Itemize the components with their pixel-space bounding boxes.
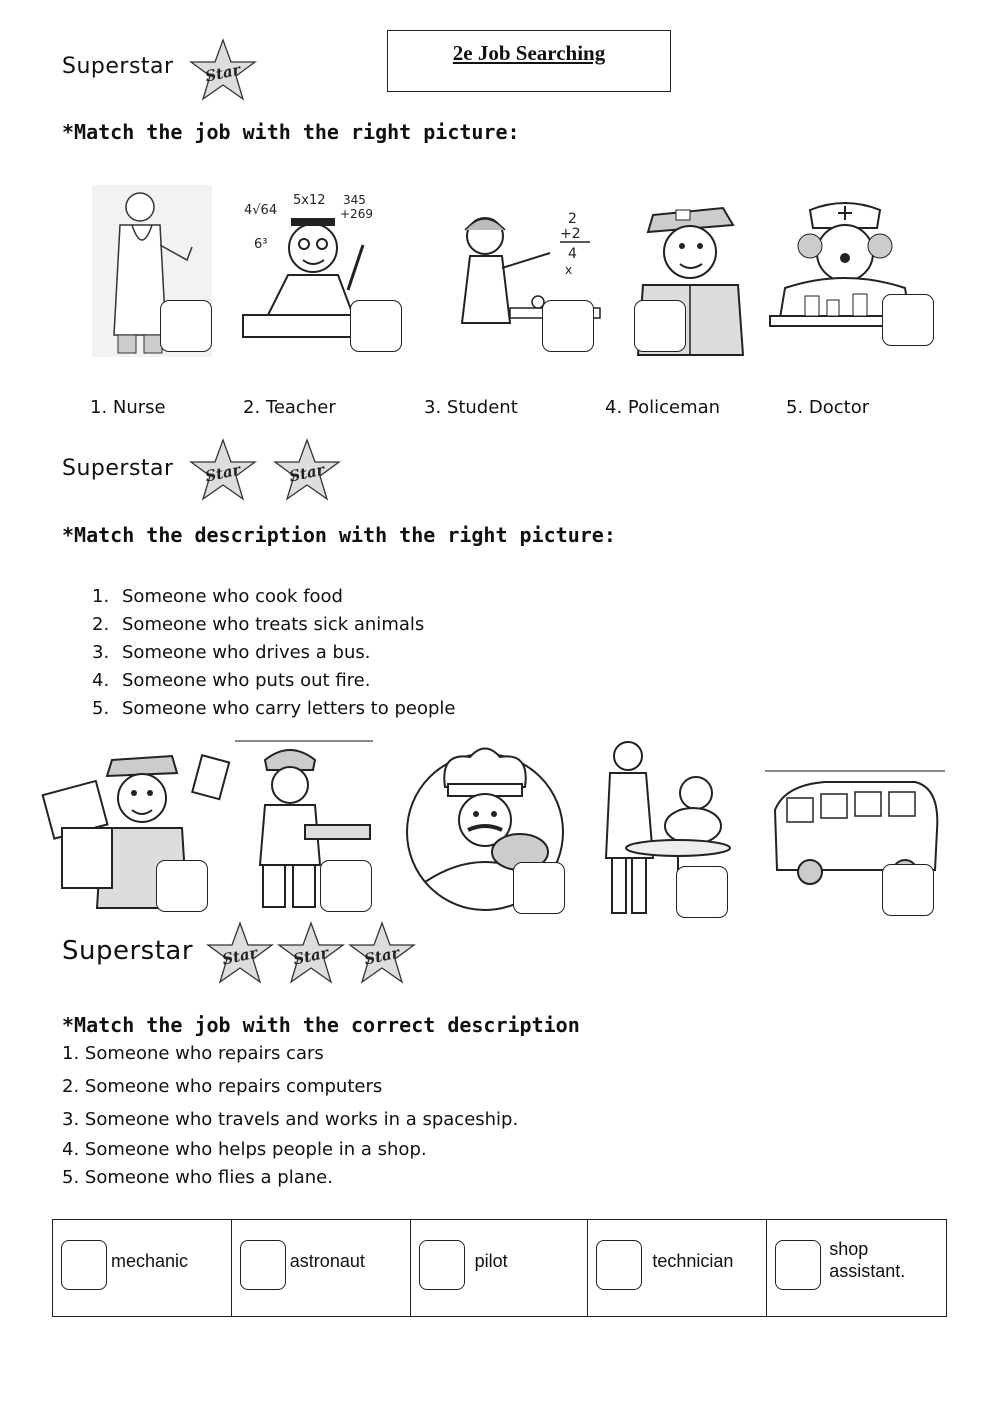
answer-box-chef[interactable] <box>513 862 565 914</box>
answer-cell-shop-assistant <box>767 1220 947 1317</box>
star-badge-icon <box>276 921 346 985</box>
superstar-label-1: Superstar <box>62 54 174 79</box>
star-badge-icon <box>188 38 258 102</box>
section3-description-5: 5. Someone who flies a plane. <box>62 1167 333 1188</box>
worksheet-title: 2e Job Searching <box>452 41 606 65</box>
answer-cell-technician <box>588 1220 767 1317</box>
answer-box[interactable] <box>61 1240 107 1290</box>
svg-text:Star: Star <box>220 943 259 969</box>
answer-box-bus-driver[interactable] <box>882 864 934 916</box>
job-label-5: 5. Doctor <box>786 397 870 418</box>
answer-box[interactable] <box>419 1240 465 1290</box>
section3-description-2: 2. Someone who repairs computers <box>62 1076 383 1097</box>
superstar-label-3: Superstar <box>62 936 194 966</box>
list-item: 5. Someone who carry letters to people <box>92 698 456 719</box>
answer-cell-astronaut <box>231 1220 410 1317</box>
section3-description-1: 1. Someone who repairs cars <box>62 1043 324 1064</box>
answer-box[interactable] <box>240 1240 286 1290</box>
job-label-1: 1. Nurse <box>90 397 166 418</box>
answer-table <box>52 1219 947 1317</box>
job-label-4: 4. Policeman <box>605 397 721 418</box>
svg-text:2: 2 <box>568 211 577 227</box>
section3-heading: *Match the job with the correct description <box>62 1013 580 1037</box>
answer-cell-mechanic <box>53 1220 232 1317</box>
section2-heading: *Match the description with the right picture: <box>62 523 616 547</box>
answer-box-vet[interactable] <box>676 866 728 918</box>
svg-text:x: x <box>565 263 573 277</box>
list-item: 2. Someone who treats sick animals <box>92 614 425 635</box>
answer-box[interactable] <box>596 1240 642 1290</box>
answer-box-teacher[interactable] <box>542 300 594 352</box>
answer-label: technician <box>652 1251 734 1271</box>
answer-label: shop assistant. <box>829 1239 906 1281</box>
answer-box-doctor[interactable] <box>160 300 212 352</box>
svg-text:345: 345 <box>343 193 366 207</box>
svg-text:+2: +2 <box>560 226 581 242</box>
svg-text:Star: Star <box>203 460 242 486</box>
answer-box[interactable] <box>775 1240 821 1290</box>
superstar-label-2: Superstar <box>62 456 174 481</box>
svg-text:6³: 6³ <box>254 237 268 252</box>
list-item: 1. Someone who cook food <box>92 586 343 607</box>
svg-text:5x12: 5x12 <box>293 193 326 208</box>
answer-label: mechanic <box>111 1251 189 1271</box>
job-label-2: 2. Teacher <box>243 397 336 418</box>
list-item: 3. Someone who drives a bus. <box>92 642 371 663</box>
answer-box-postman[interactable] <box>156 860 208 912</box>
svg-text:Star: Star <box>291 943 330 969</box>
section2-description-list <box>92 583 455 723</box>
worksheet-title-box <box>387 30 671 92</box>
svg-text:Star: Star <box>287 460 326 486</box>
answer-box-nurse[interactable] <box>882 294 934 346</box>
svg-text:4: 4 <box>568 246 577 262</box>
section3-description-3: 3. Someone who travels and works in a spaceship. <box>62 1109 519 1130</box>
star-badge-icon <box>272 438 342 502</box>
svg-text:Star: Star <box>203 60 242 86</box>
star-badge-icon <box>188 438 258 502</box>
list-item: 4. Someone who puts out fire. <box>92 670 371 691</box>
answer-box-policeman[interactable] <box>634 300 686 352</box>
section3-description-4: 4. Someone who helps people in a shop. <box>62 1139 427 1160</box>
answer-box-firefighter[interactable] <box>320 860 372 912</box>
star-badge-icon <box>205 921 275 985</box>
answer-label: astronaut <box>289 1251 365 1271</box>
answer-cell-pilot <box>410 1220 588 1317</box>
answer-label: pilot <box>474 1251 508 1271</box>
svg-text:+269: +269 <box>340 207 373 221</box>
svg-text:4√64: 4√64 <box>244 203 278 218</box>
answer-box-student[interactable] <box>350 300 402 352</box>
job-label-3: 3. Student <box>424 397 518 418</box>
svg-text:Star: Star <box>362 943 401 969</box>
section1-heading: *Match the job with the right picture: <box>62 120 520 144</box>
star-badge-icon <box>347 921 417 985</box>
